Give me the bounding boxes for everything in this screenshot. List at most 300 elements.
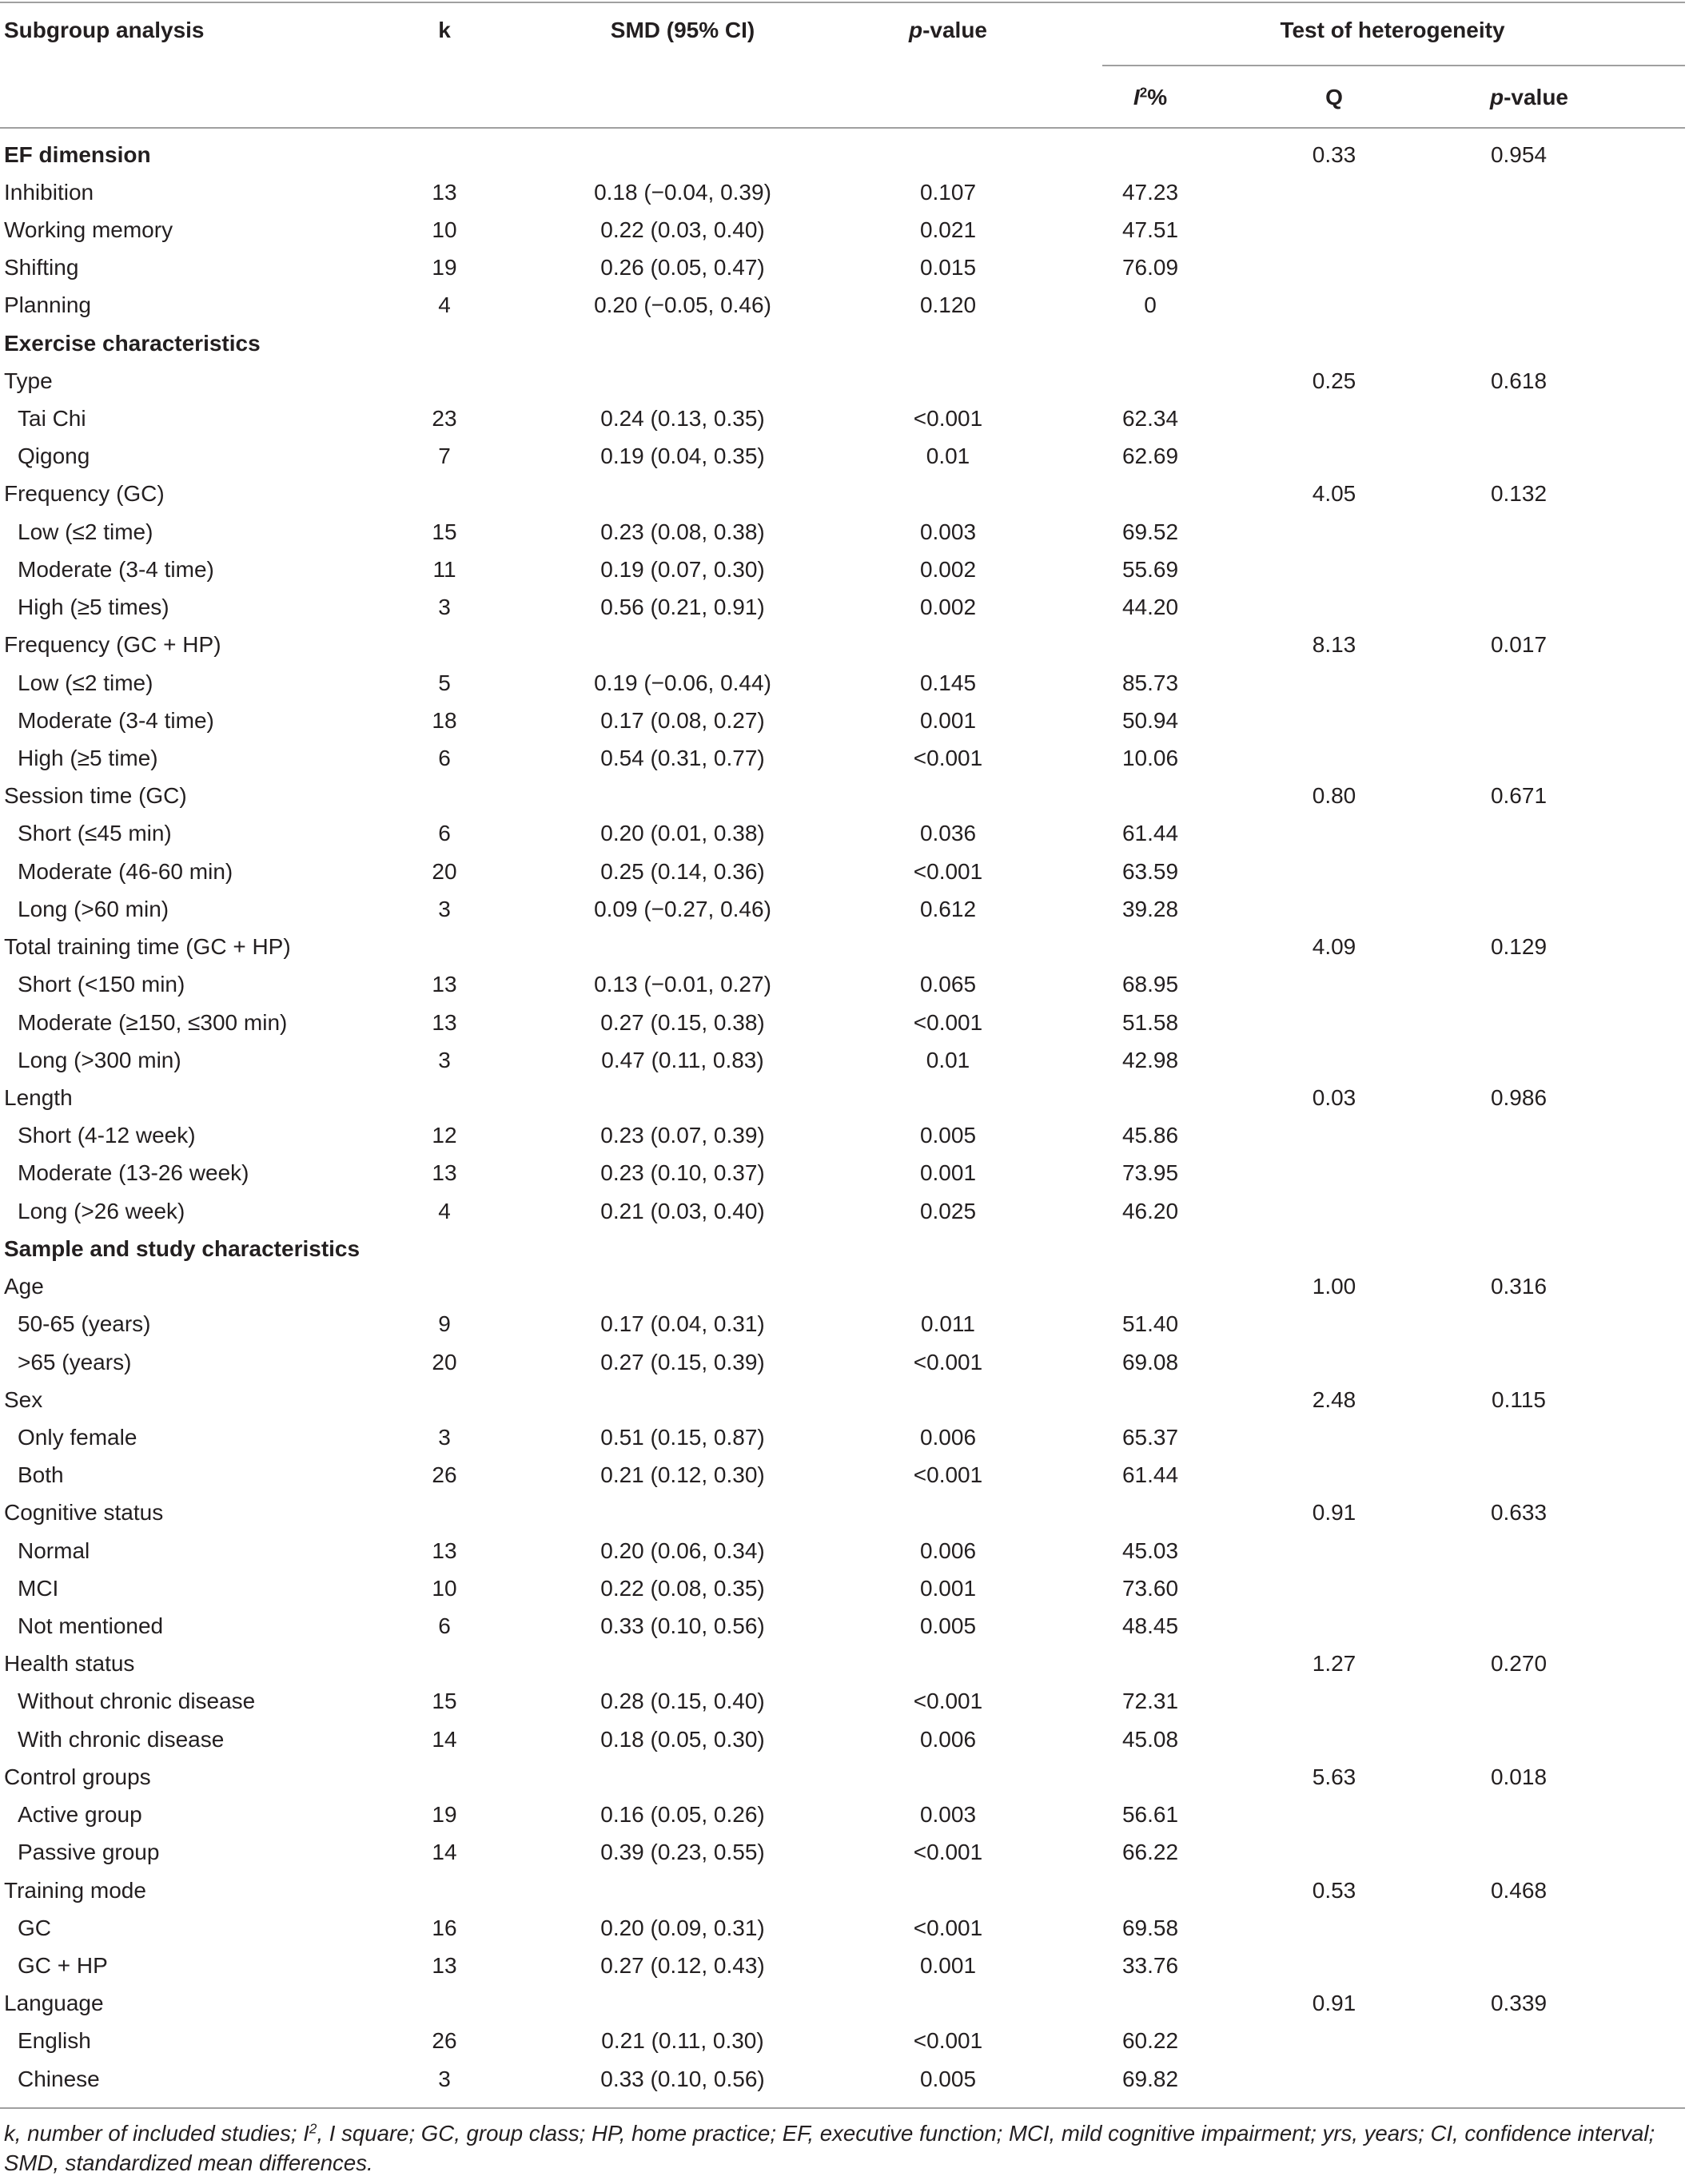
cell-smd-95-ci: 0.26 (0.05, 0.47) — [600, 255, 765, 280]
table-row — [0, 1041, 1685, 1079]
cell-i-squared: 42.98 — [1121, 1047, 1179, 1072]
cell-k: 13 — [432, 972, 457, 997]
category-row — [0, 626, 1685, 663]
cell-smd-95-ci: 0.17 (0.04, 0.31) — [600, 1311, 765, 1337]
table-row — [0, 739, 1685, 777]
cell-smd-95-ci: 0.47 (0.11, 0.83) — [601, 1047, 764, 1072]
header-q: Q — [1325, 85, 1343, 109]
cell-smd-95-ci: 0.16 (0.05, 0.26) — [600, 1802, 765, 1828]
cell-i-squared: 69.82 — [1121, 2066, 1179, 2091]
cell-heterogeneity-p-value: 0.954 — [1490, 141, 1548, 167]
table-row — [0, 286, 1685, 324]
table-row — [0, 1909, 1685, 1947]
cell-q: 0.33 — [1312, 141, 1356, 167]
i-symbol: I — [1133, 85, 1140, 109]
cell-i-squared: 50.94 — [1121, 707, 1179, 733]
cell-label: Not mentioned — [18, 1613, 164, 1639]
cell-p-value: 0.145 — [919, 670, 977, 695]
cell-k: 11 — [432, 556, 456, 582]
heterogeneity-header-rule — [1102, 65, 1685, 66]
cell-smd-95-ci: 0.21 (0.11, 0.30) — [601, 2028, 764, 2054]
footnote-text: k, number of included studies; I — [4, 2120, 309, 2146]
cell-p-value: <0.001 — [913, 2028, 983, 2054]
cell-i-squared: 68.95 — [1121, 972, 1179, 997]
cell-label: MCI — [18, 1575, 59, 1601]
table-footnote — [4, 2118, 1655, 2178]
cell-label: Length — [4, 1084, 73, 1110]
cell-i-squared: 44.20 — [1121, 595, 1179, 620]
category-row — [0, 1494, 1685, 1531]
cell-k: 4 — [438, 1198, 451, 1223]
cell-k: 6 — [438, 1613, 451, 1639]
cell-heterogeneity-p-value: 0.633 — [1490, 1500, 1548, 1526]
cell-label: Control groups — [4, 1764, 151, 1789]
cell-label: Sample and study characteristics — [4, 1235, 361, 1261]
cell-smd-95-ci: 0.20 (0.01, 0.38) — [600, 821, 765, 846]
cell-i-squared: 62.34 — [1121, 406, 1179, 432]
cell-p-value: 0.107 — [919, 179, 977, 205]
cell-k: 6 — [438, 821, 451, 846]
cell-label: Long (>26 week) — [18, 1198, 185, 1223]
cell-label: Inhibition — [4, 179, 94, 205]
table-row — [0, 173, 1685, 211]
cell-k: 16 — [432, 1915, 457, 1940]
cell-k: 13 — [432, 1160, 457, 1186]
footnote-line — [4, 2118, 1655, 2148]
header-p-value — [868, 14, 1028, 46]
cell-label: Sex — [4, 1386, 43, 1412]
cell-label: Long (>60 min) — [18, 896, 169, 921]
cell-p-value: <0.001 — [913, 1349, 983, 1374]
cell-k: 13 — [432, 179, 457, 205]
cell-p-value: 0.006 — [919, 1424, 977, 1450]
cell-p-value: 0.021 — [919, 217, 977, 242]
cell-smd-95-ci: 0.25 (0.14, 0.36) — [600, 858, 765, 884]
cell-i-squared: 0 — [1144, 292, 1157, 318]
cell-smd-95-ci: 0.23 (0.08, 0.38) — [600, 519, 765, 544]
cell-heterogeneity-p-value: 0.017 — [1490, 632, 1548, 658]
cell-smd-95-ci: 0.19 (0.04, 0.35) — [600, 444, 765, 469]
cell-p-value: 0.002 — [919, 595, 977, 620]
cell-p-value: 0.001 — [919, 707, 977, 733]
cell-label: Language — [4, 1991, 104, 2016]
cell-label: Short (≤45 min) — [18, 821, 172, 846]
cell-label: Working memory — [4, 217, 173, 242]
cell-i-squared: 76.09 — [1121, 255, 1179, 280]
cell-smd-95-ci: 0.21 (0.03, 0.40) — [600, 1198, 765, 1223]
table-bottom-rule — [0, 2107, 1685, 2109]
cell-k: 13 — [432, 1009, 457, 1035]
cell-i-squared: 45.03 — [1121, 1538, 1179, 1563]
cell-p-value: 0.015 — [919, 255, 977, 280]
cell-i-squared: 85.73 — [1121, 670, 1179, 695]
table-row — [0, 249, 1685, 286]
cell-i-squared: 66.22 — [1121, 1840, 1179, 1865]
footnote-text: , I square; GC, group class; HP, home practice; EF, executive function; MCI, mild cognitive impairment; yrs, years; CI, confidence interval; — [317, 2120, 1655, 2146]
cell-label: Low (≤2 time) — [18, 670, 153, 695]
cell-label: Long (>300 min) — [18, 1047, 181, 1072]
cell-k: 26 — [432, 1462, 457, 1488]
cell-smd-95-ci: 0.27 (0.15, 0.38) — [600, 1009, 765, 1035]
header-bottom-rule — [0, 127, 1685, 129]
cell-heterogeneity-p-value: 0.316 — [1490, 1274, 1548, 1299]
cell-label: Frequency (GC + HP) — [4, 632, 221, 658]
cell-k: 6 — [438, 746, 451, 770]
cell-k: 3 — [438, 1424, 451, 1450]
cell-p-value: 0.025 — [919, 1198, 977, 1223]
cell-label: 50-65 (years) — [18, 1311, 151, 1337]
table-row — [0, 2060, 1685, 2098]
cell-k: 10 — [432, 217, 457, 242]
cell-k: 14 — [432, 1840, 457, 1865]
cell-q: 8.13 — [1312, 632, 1356, 658]
cell-label: Low (≤2 time) — [18, 519, 153, 544]
cell-p-value: 0.120 — [919, 292, 977, 318]
cell-k: 14 — [432, 1726, 457, 1752]
table-row — [0, 1004, 1685, 1041]
superscript-two: 2 — [309, 2121, 317, 2137]
cell-label: EF dimension — [4, 141, 151, 167]
cell-label: Without chronic disease — [18, 1689, 256, 1714]
cell-smd-95-ci: 0.22 (0.08, 0.35) — [600, 1575, 765, 1601]
cell-i-squared: 55.69 — [1121, 556, 1179, 582]
header-k: k — [438, 18, 451, 42]
cell-heterogeneity-p-value: 0.270 — [1490, 1651, 1548, 1677]
table-row — [0, 1721, 1685, 1758]
table-row — [0, 853, 1685, 890]
cell-i-squared: 65.37 — [1121, 1424, 1179, 1450]
cell-p-value: <0.001 — [913, 1915, 983, 1940]
cell-p-value: <0.001 — [913, 1009, 983, 1035]
cell-p-value: <0.001 — [913, 746, 983, 770]
cell-q: 1.00 — [1312, 1274, 1356, 1299]
table-row — [0, 1154, 1685, 1191]
cell-k: 4 — [438, 292, 451, 318]
cell-label: Shifting — [4, 255, 79, 280]
cell-k: 3 — [438, 896, 451, 921]
table-row — [0, 400, 1685, 437]
cell-i-squared: 73.95 — [1121, 1160, 1179, 1186]
table-row — [0, 2022, 1685, 2059]
cell-p-value: 0.001 — [919, 1953, 977, 1978]
table-row — [0, 1418, 1685, 1456]
cell-smd-95-ci: 0.18 (−0.04, 0.39) — [594, 179, 771, 205]
cell-i-squared: 51.58 — [1121, 1009, 1179, 1035]
cell-smd-95-ci: 0.33 (0.10, 0.56) — [600, 1613, 765, 1639]
cell-i-squared: 60.22 — [1121, 2028, 1179, 2054]
cell-p-value: <0.001 — [913, 1840, 983, 1865]
cell-smd-95-ci: 0.19 (−0.06, 0.44) — [594, 670, 771, 695]
cell-i-squared: 63.59 — [1121, 858, 1179, 884]
cell-k: 5 — [438, 670, 451, 695]
cell-label: Training mode — [4, 1877, 146, 1903]
cell-p-value: <0.001 — [913, 1462, 983, 1488]
p-symbol: p — [1489, 85, 1504, 109]
section-heading-row — [0, 136, 1685, 173]
cell-smd-95-ci: 0.56 (0.21, 0.91) — [600, 595, 765, 620]
cell-heterogeneity-p-value: 0.618 — [1490, 368, 1548, 393]
table-row — [0, 814, 1685, 852]
header-p-value-text: -value — [922, 18, 988, 42]
cell-label: GC + HP — [18, 1953, 108, 1978]
cell-p-value: 0.006 — [919, 1538, 977, 1563]
cell-k: 9 — [438, 1311, 451, 1337]
table-row — [0, 702, 1685, 739]
p-symbol: p — [908, 18, 923, 42]
cell-label: Short (<150 min) — [18, 972, 185, 997]
category-row — [0, 362, 1685, 400]
cell-q: 1.27 — [1312, 1651, 1356, 1677]
cell-smd-95-ci: 0.20 (0.09, 0.31) — [600, 1915, 765, 1940]
cell-p-value: 0.005 — [919, 2066, 977, 2091]
cell-i-squared: 72.31 — [1121, 1689, 1179, 1714]
cell-label: Moderate (46-60 min) — [18, 858, 233, 884]
table-body — [0, 136, 1685, 2098]
table-row — [0, 1456, 1685, 1494]
table-row — [0, 664, 1685, 702]
cell-q: 0.91 — [1312, 1991, 1356, 2016]
cell-label: Only female — [18, 1424, 137, 1450]
cell-p-value: 0.003 — [919, 1802, 977, 1828]
cell-k: 20 — [432, 858, 457, 884]
cell-k: 20 — [432, 1349, 457, 1374]
cell-smd-95-ci: 0.09 (−0.27, 0.46) — [594, 896, 771, 921]
header-i-squared — [1078, 82, 1222, 113]
cell-smd-95-ci: 0.23 (0.10, 0.37) — [600, 1160, 765, 1186]
cell-q: 4.09 — [1312, 934, 1356, 960]
cell-q: 0.53 — [1312, 1877, 1356, 1903]
cell-label: Tai Chi — [18, 406, 86, 432]
category-row — [0, 1645, 1685, 1682]
table-row — [0, 588, 1685, 626]
cell-smd-95-ci: 0.51 (0.15, 0.87) — [600, 1424, 765, 1450]
cell-smd-95-ci: 0.27 (0.12, 0.43) — [600, 1953, 765, 1978]
cell-q: 0.25 — [1312, 368, 1356, 393]
cell-p-value: 0.065 — [919, 972, 977, 997]
cell-q: 0.91 — [1312, 1500, 1356, 1526]
cell-i-squared: 62.69 — [1121, 444, 1179, 469]
cell-k: 15 — [432, 1689, 457, 1714]
cell-label: >65 (years) — [18, 1349, 132, 1374]
cell-i-squared: 47.51 — [1121, 217, 1179, 242]
cell-k: 3 — [438, 1047, 451, 1072]
cell-heterogeneity-p-value: 0.986 — [1490, 1084, 1548, 1110]
footnote-line: SMD, standardized mean differences. — [4, 2150, 373, 2175]
category-row — [0, 475, 1685, 512]
cell-label: Normal — [18, 1538, 90, 1563]
cell-p-value: 0.01 — [926, 444, 970, 469]
cell-smd-95-ci: 0.19 (0.07, 0.30) — [600, 556, 765, 582]
cell-label: Qigong — [18, 444, 90, 469]
cell-k: 23 — [432, 406, 457, 432]
cell-smd-95-ci: 0.54 (0.31, 0.77) — [600, 746, 765, 770]
cell-heterogeneity-p-value: 0.018 — [1490, 1764, 1548, 1789]
header-test-of-heterogeneity: Test of heterogeneity — [1280, 18, 1505, 42]
cell-i-squared: 56.61 — [1121, 1802, 1179, 1828]
cell-smd-95-ci: 0.27 (0.15, 0.39) — [600, 1349, 765, 1374]
cell-smd-95-ci: 0.13 (−0.01, 0.27) — [594, 972, 771, 997]
cell-p-value: 0.011 — [921, 1311, 975, 1337]
cell-label: Planning — [4, 292, 91, 318]
cell-i-squared: 69.58 — [1121, 1915, 1179, 1940]
cell-i-squared: 61.44 — [1121, 1462, 1179, 1488]
category-row — [0, 777, 1685, 814]
section-heading-row — [0, 324, 1685, 362]
cell-q: 4.05 — [1312, 481, 1356, 507]
cell-k: 19 — [432, 1802, 457, 1828]
cell-heterogeneity-p-value: 0.115 — [1492, 1386, 1546, 1412]
table-row — [0, 890, 1685, 928]
cell-i-squared: 61.44 — [1121, 821, 1179, 846]
cell-k: 15 — [432, 519, 457, 544]
cell-label: High (≥5 time) — [18, 746, 158, 770]
cell-smd-95-ci: 0.23 (0.07, 0.39) — [600, 1123, 765, 1148]
cell-k: 13 — [432, 1538, 457, 1563]
cell-q: 0.80 — [1312, 783, 1356, 809]
cell-label: Cognitive status — [4, 1500, 164, 1526]
cell-label: Active group — [18, 1802, 142, 1828]
cell-label: Total training time (GC + HP) — [4, 934, 291, 960]
cell-k: 7 — [438, 444, 451, 469]
cell-label: Type — [4, 368, 53, 393]
cell-i-squared: 48.45 — [1121, 1613, 1179, 1639]
cell-label: Age — [4, 1274, 44, 1299]
cell-p-value: 0.002 — [919, 556, 977, 582]
cell-label: Both — [18, 1462, 64, 1488]
cell-k: 13 — [432, 1953, 457, 1978]
cell-p-value: <0.001 — [913, 1689, 983, 1714]
cell-smd-95-ci: 0.20 (−0.05, 0.46) — [594, 292, 771, 318]
cell-label: Exercise characteristics — [4, 330, 261, 356]
table-row — [0, 437, 1685, 475]
superscript-two: 2 — [1139, 84, 1148, 101]
category-row — [0, 1872, 1685, 1909]
table-row — [0, 1607, 1685, 1645]
cell-label: Chinese — [18, 2066, 100, 2091]
cell-i-squared: 33.76 — [1121, 1953, 1179, 1978]
category-row — [0, 1984, 1685, 2022]
section-heading-row — [0, 1230, 1685, 1267]
cell-label: Passive group — [18, 1840, 160, 1865]
category-row — [0, 1381, 1685, 1418]
cell-p-value: <0.001 — [913, 406, 983, 432]
cell-i-squared: 10.06 — [1121, 746, 1179, 770]
cell-p-value: 0.01 — [926, 1047, 970, 1072]
cell-q: 0.03 — [1312, 1084, 1356, 1110]
table-row — [0, 513, 1685, 551]
cell-i-squared: 69.08 — [1121, 1349, 1179, 1374]
cell-label: Frequency (GC) — [4, 481, 165, 507]
category-row — [0, 1267, 1685, 1305]
cell-smd-95-ci: 0.20 (0.06, 0.34) — [600, 1538, 765, 1563]
cell-k: 19 — [432, 255, 457, 280]
cell-i-squared: 46.20 — [1121, 1198, 1179, 1223]
cell-k: 3 — [438, 595, 451, 620]
cell-smd-95-ci: 0.28 (0.15, 0.40) — [600, 1689, 765, 1714]
cell-k: 18 — [432, 707, 457, 733]
cell-i-squared: 73.60 — [1121, 1575, 1179, 1601]
cell-p-value: 0.003 — [919, 519, 977, 544]
table-row — [0, 965, 1685, 1003]
cell-heterogeneity-p-value: 0.468 — [1490, 1877, 1548, 1903]
cell-label: High (≥5 times) — [18, 595, 169, 620]
cell-i-squared: 69.52 — [1121, 519, 1179, 544]
cell-smd-95-ci: 0.22 (0.03, 0.40) — [600, 217, 765, 242]
cell-label: Moderate (3-4 time) — [18, 556, 214, 582]
table-row — [0, 1192, 1685, 1230]
category-row — [0, 1079, 1685, 1116]
table-row — [0, 1305, 1685, 1343]
cell-label: GC — [18, 1915, 51, 1940]
cell-p-value: 0.036 — [919, 821, 977, 846]
table-row — [0, 551, 1685, 588]
cell-label: English — [18, 2028, 91, 2054]
cell-p-value: 0.005 — [919, 1613, 977, 1639]
cell-p-value: 0.005 — [919, 1123, 977, 1148]
table-row — [0, 211, 1685, 249]
cell-label: Moderate (≥150, ≤300 min) — [18, 1009, 288, 1035]
cell-k: 10 — [432, 1575, 457, 1601]
cell-p-value: 0.006 — [919, 1726, 977, 1752]
table-row — [0, 1116, 1685, 1154]
table-row — [0, 1569, 1685, 1607]
cell-label: Moderate (3-4 time) — [18, 707, 214, 733]
cell-heterogeneity-p-value: 0.339 — [1490, 1991, 1548, 2016]
cell-heterogeneity-p-value: 0.129 — [1490, 934, 1548, 960]
cell-label: With chronic disease — [18, 1726, 225, 1752]
cell-k: 26 — [432, 2028, 457, 2054]
table-row — [0, 1532, 1685, 1569]
table-row — [0, 1947, 1685, 1984]
header-smd-95-ci: SMD (95% CI) — [610, 18, 755, 42]
cell-smd-95-ci: 0.39 (0.23, 0.55) — [600, 1840, 765, 1865]
category-row — [0, 1758, 1685, 1796]
table-row — [0, 1796, 1685, 1833]
cell-k: 12 — [432, 1123, 457, 1148]
cell-i-squared: 45.08 — [1121, 1726, 1179, 1752]
category-row — [0, 928, 1685, 965]
top-rule — [0, 2, 1685, 3]
cell-smd-95-ci: 0.24 (0.13, 0.35) — [600, 406, 765, 432]
cell-label: Moderate (13-26 week) — [18, 1160, 249, 1186]
table-row — [0, 1833, 1685, 1871]
table-row — [0, 1682, 1685, 1720]
table-row — [0, 1343, 1685, 1381]
percent-sign: % — [1147, 85, 1168, 109]
cell-label: Short (4-12 week) — [18, 1123, 196, 1148]
cell-smd-95-ci: 0.18 (0.05, 0.30) — [600, 1726, 765, 1752]
cell-heterogeneity-p-value: 0.671 — [1490, 783, 1548, 809]
cell-p-value: 0.001 — [919, 1575, 977, 1601]
cell-i-squared: 45.86 — [1121, 1123, 1179, 1148]
cell-q: 5.63 — [1312, 1764, 1356, 1789]
cell-p-value: 0.612 — [919, 896, 977, 921]
cell-label: Session time (GC) — [4, 783, 187, 809]
cell-p-value: 0.001 — [919, 1160, 977, 1186]
cell-label: Health status — [4, 1651, 135, 1677]
cell-smd-95-ci: 0.21 (0.12, 0.30) — [600, 1462, 765, 1488]
cell-smd-95-ci: 0.17 (0.08, 0.27) — [600, 707, 765, 733]
header-p-value-text: -value — [1504, 85, 1569, 109]
cell-i-squared: 51.40 — [1121, 1311, 1179, 1337]
header-subgroup-analysis: Subgroup analysis — [4, 18, 205, 42]
cell-i-squared: 39.28 — [1121, 896, 1179, 921]
header-heterogeneity-p-value — [1449, 82, 1609, 113]
cell-p-value: <0.001 — [913, 858, 983, 884]
cell-k: 3 — [438, 2066, 451, 2091]
cell-q: 2.48 — [1312, 1386, 1356, 1412]
cell-i-squared: 47.23 — [1121, 179, 1179, 205]
